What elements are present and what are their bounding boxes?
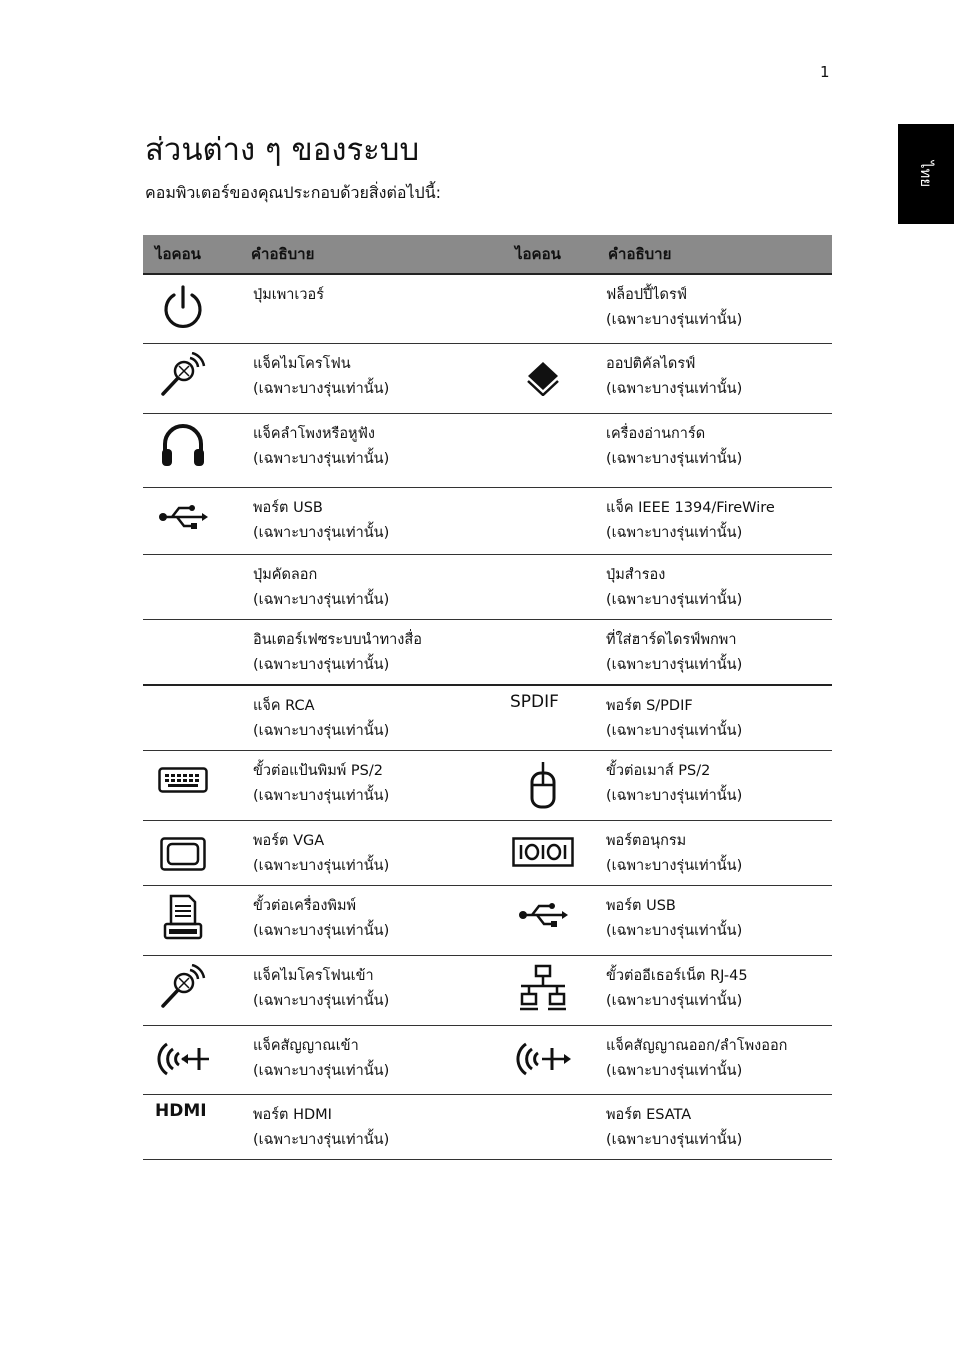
desc-title: แจ็คสัญญาณเข้า [253, 1037, 359, 1054]
table-row [143, 413, 832, 487]
desc-note: (เฉพาะบางรุ่นเท่านั้น) [253, 1131, 390, 1148]
desc-note: (เฉพาะบางรุ่นเท่านั้น) [253, 380, 390, 397]
header-icon-right: ไอคอน [503, 235, 596, 274]
description-cell [596, 619, 832, 685]
desc-title: แจ็ค RCA [253, 697, 315, 714]
icon-cell [503, 487, 596, 554]
description-cell [239, 955, 503, 1025]
icon-cell [503, 885, 596, 955]
desc-title: เครื่องอ่านการ์ด [606, 425, 706, 442]
icon-cell [143, 885, 239, 955]
description-cell [239, 619, 503, 685]
desc-note: (เฉพาะบางรุ่นเท่านั้น) [606, 787, 743, 804]
components-table [143, 235, 832, 1160]
desc-note: (เฉพาะบางรุ่นเท่านั้น) [606, 524, 743, 541]
icon-cell [503, 820, 596, 885]
icon-cell [143, 955, 239, 1025]
header-icon-left: ไอคอน [143, 235, 239, 274]
desc-note: (เฉพาะบางรุ่นเท่านั้น) [253, 922, 390, 939]
description-cell [596, 554, 832, 619]
power-icon [143, 275, 223, 333]
table-row [143, 1094, 832, 1159]
desc-title: ปุ่มเพาเวอร์ [253, 287, 325, 303]
table-row [143, 1025, 832, 1094]
table-row [143, 885, 832, 955]
table-row [143, 619, 832, 685]
desc-note: (เฉพาะบางรุ่นเท่านั้น) [253, 591, 390, 608]
desc-note: (เฉพาะบางรุ่นเท่านั้น) [253, 992, 390, 1009]
icon-cell [143, 343, 239, 413]
icon-cell [503, 343, 596, 413]
description-cell [596, 750, 832, 820]
page-number: 1 [820, 63, 830, 81]
desc-title: อินเตอร์เฟซระบบนำทางสื่อ [253, 631, 422, 648]
desc-note: (เฉพาะบางรุ่นเท่านั้น) [253, 656, 390, 673]
optical-drive-icon [503, 344, 583, 396]
table-row [143, 554, 832, 619]
icon-cell [143, 820, 239, 885]
description-cell [596, 487, 832, 554]
icon-cell [143, 487, 239, 554]
desc-title: แจ็ค IEEE 1394/FireWire [606, 499, 775, 516]
icon-cell [143, 1094, 239, 1159]
icon-cell [143, 750, 239, 820]
description-cell [596, 1025, 832, 1094]
icon-cell [503, 1025, 596, 1094]
description-cell [239, 685, 503, 751]
description-cell [596, 955, 832, 1025]
desc-title: พอร์ต ESATA [606, 1106, 692, 1123]
description-cell [596, 685, 832, 751]
desc-note: (เฉพาะบางรุ่นเท่านั้น) [253, 857, 390, 874]
desc-note: (เฉพาะบางรุ่นเท่านั้น) [606, 1062, 743, 1079]
desc-note: (เฉพาะบางรุ่นเท่านั้น) [606, 857, 743, 874]
desc-title: ปุ่มคัดลอก [253, 566, 318, 583]
description-cell [596, 413, 832, 487]
table-row [143, 820, 832, 885]
description-cell [239, 274, 503, 343]
icon-cell [503, 619, 596, 685]
spdif-icon: SPDIF [510, 691, 559, 712]
icon-cell [143, 554, 239, 619]
keyboard-icon [143, 751, 223, 793]
headphone-icon [143, 414, 223, 470]
desc-title: ออปติคัลไดรฟ์ [606, 355, 696, 372]
table-row [143, 955, 832, 1025]
description-cell [239, 1025, 503, 1094]
description-cell [596, 885, 832, 955]
description-cell [239, 820, 503, 885]
desc-note: (เฉพาะบางรุ่นเท่านั้น) [606, 591, 743, 608]
desc-title: พอร์ตอนุกรม [606, 832, 687, 849]
table-header-row [143, 235, 832, 274]
microphone-icon [143, 344, 223, 398]
desc-note: (เฉพาะบางรุ่นเท่านั้น) [253, 450, 390, 467]
description-cell [239, 413, 503, 487]
hdmi-icon: HDMI [155, 1100, 207, 1121]
audio-out-icon [503, 1026, 583, 1078]
icon-cell [143, 685, 239, 751]
desc-title: ฟล็อปปี้ไดรฟ์ [606, 287, 688, 303]
table-row [143, 274, 832, 343]
header-desc-right: คำอธิบาย [596, 235, 832, 274]
desc-note: (เฉพาะบางรุ่นเท่านั้น) [253, 787, 390, 804]
desc-title: แจ็คไมโครโฟน [253, 355, 351, 372]
table-row [143, 685, 832, 751]
desc-title: ขั้วต่อเครื่องพิมพ์ [253, 897, 357, 914]
desc-title: พอร์ต S/PDIF [606, 697, 693, 714]
desc-note: (เฉพาะบางรุ่นเท่านั้น) [253, 524, 390, 541]
desc-title: ปุ่มสำรอง [606, 566, 666, 583]
description-cell [239, 343, 503, 413]
language-tab [898, 124, 954, 224]
description-cell [239, 554, 503, 619]
icon-cell [143, 413, 239, 487]
description-cell [239, 487, 503, 554]
intro-text: คอมพิวเตอร์ของคุณประกอบด้วยสิ่งต่อไปนี้: [145, 183, 442, 202]
language-tab-label: ไทย [916, 160, 935, 188]
description-cell [596, 820, 832, 885]
desc-note: (เฉพาะบางรุ่นเท่านั้น) [253, 722, 390, 739]
desc-title: แจ็คลำโพงหรือหูฟัง [253, 425, 375, 442]
icon-cell [503, 554, 596, 619]
icon-cell [503, 955, 596, 1025]
desc-title: แจ็คสัญญาณออก/ลำโพงออก [606, 1037, 788, 1054]
table-row [143, 750, 832, 820]
desc-note: (เฉพาะบางรุ่นเท่านั้น) [253, 1062, 390, 1079]
description-cell [596, 1094, 832, 1159]
icon-cell [503, 413, 596, 487]
description-cell [239, 750, 503, 820]
desc-title: ขั้วต่อแป้นพิมพ์ PS/2 [253, 762, 383, 779]
icon-cell [503, 274, 596, 343]
network-icon [503, 956, 583, 1012]
desc-title: พอร์ต VGA [253, 832, 325, 849]
desc-note: (เฉพาะบางรุ่นเท่านั้น) [606, 722, 743, 739]
mouse-icon [503, 751, 583, 809]
description-cell [239, 885, 503, 955]
desc-note: (เฉพาะบางรุ่นเท่านั้น) [606, 1131, 743, 1148]
monitor-icon [143, 821, 223, 871]
desc-note: (เฉพาะบางรุ่นเท่านั้น) [606, 656, 743, 673]
desc-title: ที่ใส่ฮาร์ดไดรฟ์พกพา [606, 631, 737, 648]
desc-note: (เฉพาะบางรุ่นเท่านั้น) [606, 380, 743, 397]
icon-cell [503, 685, 596, 751]
description-cell [596, 343, 832, 413]
desc-note: (เฉพาะบางรุ่นเท่านั้น) [606, 922, 743, 939]
table-row [143, 343, 832, 413]
icon-cell [503, 750, 596, 820]
usb-icon [503, 886, 583, 928]
desc-title: ขั้วต่อเมาส์ PS/2 [606, 762, 711, 779]
desc-title: แจ็คไมโครโฟนเข้า [253, 967, 374, 984]
description-cell [596, 274, 832, 343]
audio-in-icon [143, 1026, 223, 1078]
desc-title: พอร์ต HDMI [253, 1106, 332, 1123]
icon-cell [143, 1025, 239, 1094]
desc-note: (เฉพาะบางรุ่นเท่านั้น) [606, 312, 743, 328]
icon-cell [143, 619, 239, 685]
microphone-icon [143, 956, 223, 1010]
page-title: ส่วนต่าง ๆ ของระบบ [145, 132, 420, 168]
desc-title: พอร์ต USB [253, 499, 323, 516]
printer-icon [143, 886, 223, 940]
table-row [143, 487, 832, 554]
desc-title: ขั้วต่ออีเธอร์เน็ต RJ-45 [606, 967, 748, 984]
serial-port-icon [503, 821, 583, 867]
description-cell [239, 1094, 503, 1159]
desc-note: (เฉพาะบางรุ่นเท่านั้น) [606, 450, 743, 467]
icon-cell [143, 274, 239, 343]
desc-note: (เฉพาะบางรุ่นเท่านั้น) [606, 992, 743, 1009]
icon-cell [503, 1094, 596, 1159]
usb-icon [143, 488, 223, 530]
header-desc-left: คำอธิบาย [239, 235, 503, 274]
desc-title: พอร์ต USB [606, 897, 676, 914]
